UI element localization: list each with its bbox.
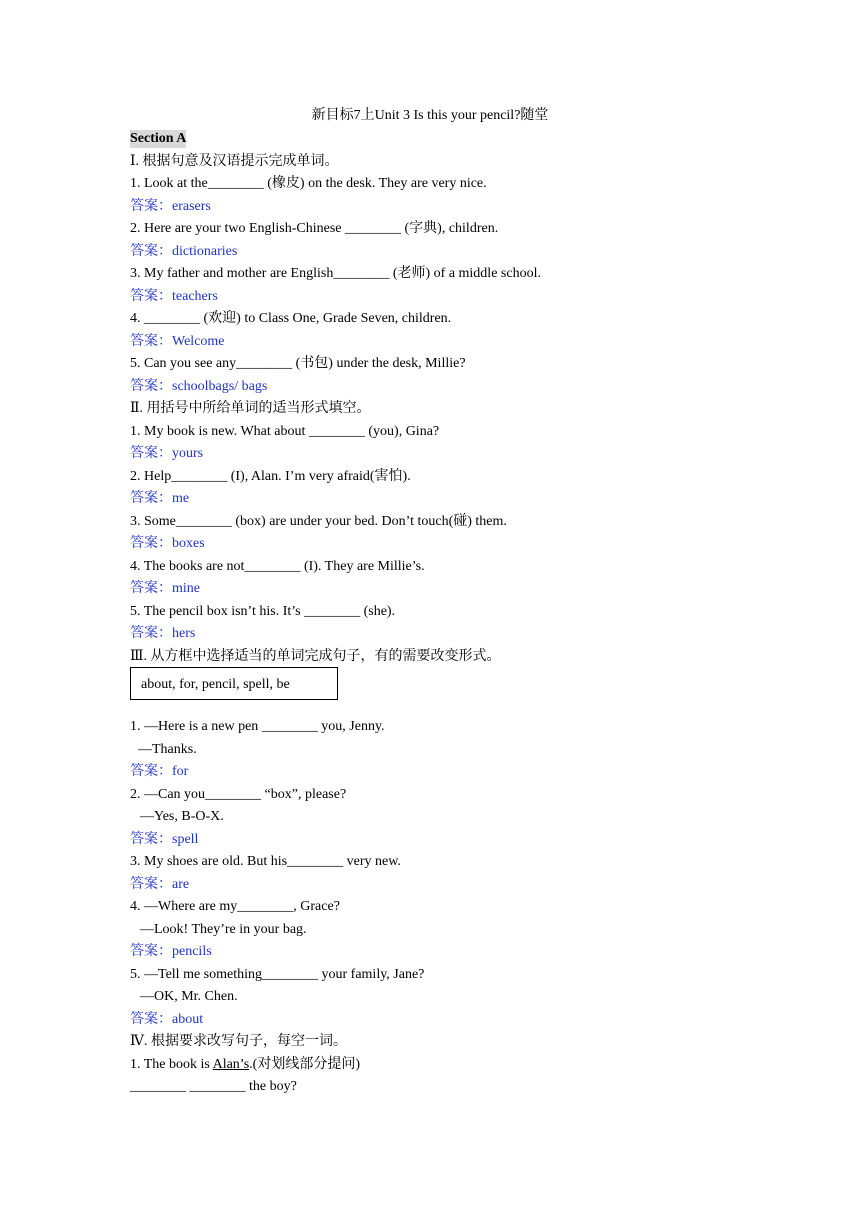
- question-text: 4. ________ (欢迎) to Class One, Grade Seven, children.: [130, 311, 452, 326]
- answer-text: 答案：yours: [130, 446, 204, 461]
- question-text: 2. Here are your two English-Chinese ________ (字典), children.: [130, 221, 499, 236]
- question-text: 3. Some________ (box) are under your bed. Don’t touch(碰) them.: [130, 513, 507, 529]
- answer-text: 答案：schoolbags/ bags: [130, 378, 268, 394]
- question-text: 5. Can you see any________ (书包) under the desk, Millie?: [130, 356, 466, 371]
- question-text: 4. —Where are my________, Grace?: [130, 899, 340, 914]
- answer-text: 答案：are: [130, 876, 190, 892]
- question-reply: —Yes, B-O-X.: [140, 809, 224, 824]
- answer-text: 答案：Welcome: [130, 333, 225, 349]
- question-text: 2. Help________ (I), Alan. I’m very afraid(害怕).: [130, 468, 411, 484]
- answer-text: 答案：pencils: [130, 944, 212, 959]
- word-box: about, for, pencil, spell, be: [130, 667, 338, 700]
- question-text: [130, 1054, 790, 1077]
- part4-heading: Ⅳ. 根据要求改写句子，每空一词。: [130, 1034, 347, 1049]
- question-number: 1.: [130, 1056, 144, 1072]
- answer-text: 答案：spell: [130, 831, 199, 847]
- part3-heading: Ⅲ. 从方框中选择适当的单词完成句子，有的需要改变形式。: [130, 648, 501, 664]
- question-text: 3. My shoes are old. But his________ very new.: [130, 854, 401, 869]
- question-text: 1. Look at the________ (橡皮) on the desk. They are very nice.: [130, 176, 487, 191]
- part1-heading: Ⅰ. 根据句意及汉语提示完成单词。: [130, 153, 339, 169]
- section-heading: Section A: [130, 131, 187, 146]
- question-text: 1. —Here is a new pen ________ you, Jenny.: [130, 719, 385, 734]
- question-instruction: .(对划线部分提问): [249, 1056, 360, 1072]
- question-text: 2. —Can you________ “box”, please?: [130, 786, 347, 802]
- answer-text: 答案：about: [130, 1011, 204, 1027]
- answer-text: 答案：hers: [130, 626, 196, 641]
- answer-text: 答案：dictionaries: [130, 243, 238, 259]
- answer-text: 答案：me: [130, 491, 190, 506]
- question-text: 4. The books are not________ (I). They are Millie’s.: [130, 558, 425, 574]
- answer-text: 答案：for: [130, 764, 189, 779]
- answer-text: 答案：boxes: [130, 536, 205, 551]
- answer-text: 答案：mine: [130, 581, 200, 596]
- question-reply: —Thanks.: [138, 741, 197, 757]
- question-reply: —OK, Mr. Chen.: [140, 989, 238, 1004]
- content-lines: [130, 128, 790, 1099]
- answer-text: 答案：erasers: [130, 198, 211, 214]
- question-reply: —Look! They’re in your bag.: [140, 921, 307, 937]
- answer-text: 答案：teachers: [130, 288, 218, 304]
- part2-heading: Ⅱ. 用括号中所给单词的适当形式填空。: [130, 401, 371, 416]
- question-lead: The book is: [143, 1056, 213, 1072]
- question-text: 5. The pencil box isn’t his. It’s ________ (she).: [130, 603, 396, 619]
- question-text: 3. My father and mother are English________ (老师) of a middle school.: [130, 266, 541, 281]
- question-text: 1. My book is new. What about ________ (you), Gina?: [130, 423, 440, 439]
- underlined-word: Alan’s: [212, 1056, 250, 1072]
- question-blank-line: ________ ________ the boy?: [130, 1079, 297, 1094]
- question-text: 5. —Tell me something________ your family, Jane?: [130, 966, 425, 982]
- page-title: 新目标7上Unit 3 Is this your pencil?随堂: [311, 108, 549, 123]
